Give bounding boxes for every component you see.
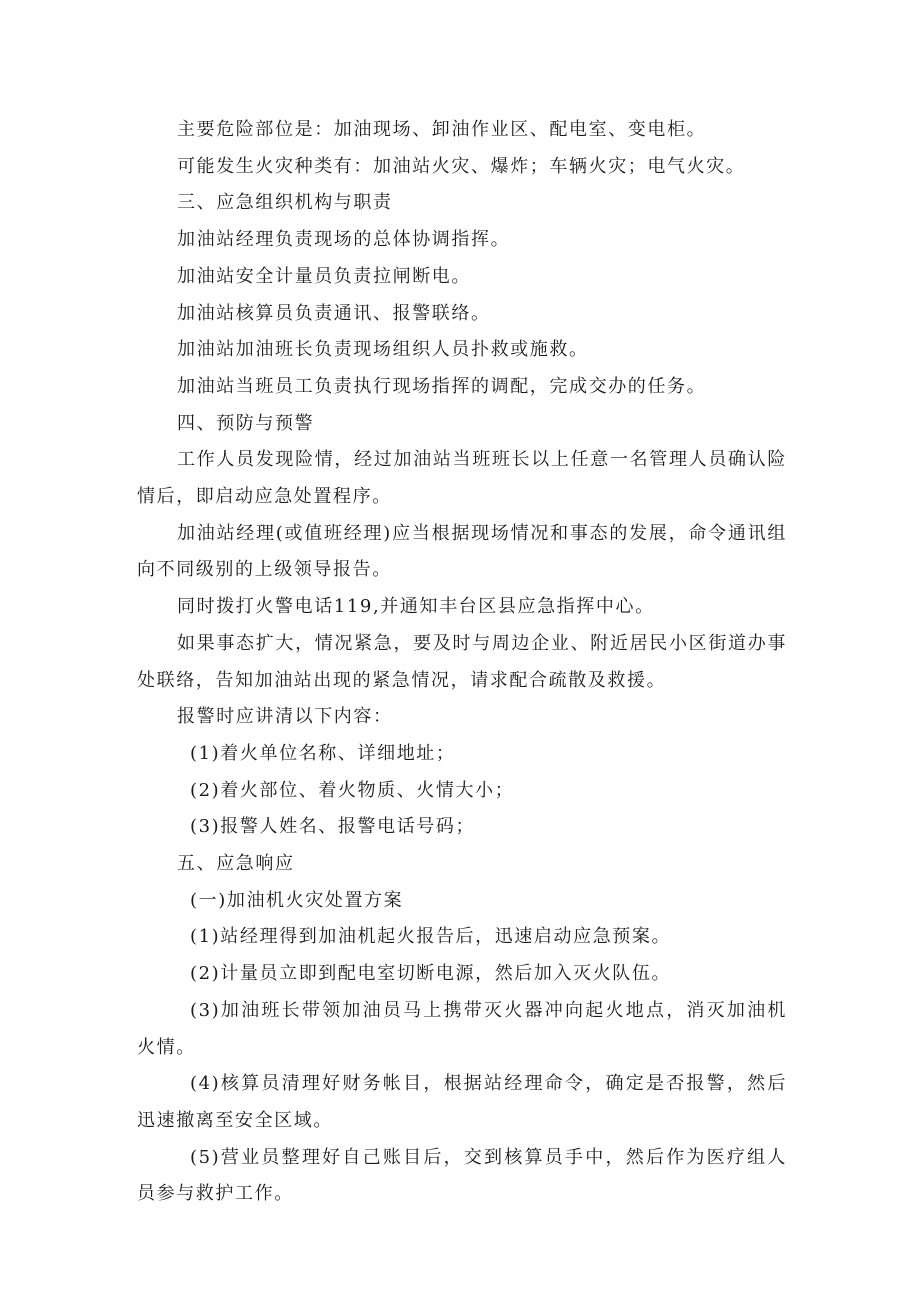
list-item-response-4: (4)核算员清理好财务帐目，根据站经理命令，确定是否报警，然后迅速撤离至安全区域。 [137, 1073, 787, 1131]
list-item-response-2: (2)计量员立即到配电室切断电源，然后加入灭火队伍。 [190, 963, 672, 985]
document-body [137, 112, 787, 1213]
list-item-response-5: (5)营业员整理好自己账目后，交到核算员手中，然后作为医疗组人员参与救护工作。 [137, 1146, 787, 1205]
list-item-alarm-1: (1)着火单位名称、详细地址； [190, 742, 456, 764]
paragraph-fire-types: 可能发生火灾种类有：加油站火灾、爆炸；车辆火灾；电气火灾。 [177, 155, 746, 177]
section-heading-response: 五、应急响应 [177, 853, 295, 875]
section-heading-organization: 三、应急组织机构与职责 [177, 192, 393, 214]
paragraph-hazard-discovery: 工作人员发现险情，经过加油站当班班长以上任意一名管理人员确认险情后，即启动应急处置程序。 [137, 449, 787, 508]
paragraph-alarm-content-intro: 报警时应讲清以下内容： [177, 706, 393, 728]
paragraph-accountant-duty: 加油站核算员负责通讯、报警联络。 [177, 302, 491, 324]
paragraph-shift-leader-duty: 加油站加油班长负责现场组织人员扑救或施救。 [177, 339, 589, 361]
section-heading-prevention: 四、预防与预警 [177, 412, 315, 434]
list-item-response-3: (3)加油班长带领加油员马上携带灭火器冲向起火地点，消灭加油机火情。 [137, 999, 787, 1058]
subsection-heading-dispenser-fire: (一)加油机火灾处置方案 [190, 889, 404, 911]
paragraph-manager-duty: 加油站经理负责现场的总体协调指挥。 [177, 229, 511, 251]
paragraph-staff-duty: 加油站当班员工负责执行现场指挥的调配，完成交办的任务。 [177, 375, 707, 397]
paragraph-escalation: 如果事态扩大，情况紧急，要及时与周边企业、附近居民小区街道办事处联络，告知加油站出现的紧急情况，请求配合疏散及救援。 [137, 632, 787, 691]
list-item-alarm-3: (3)报警人姓名、报警电话号码； [190, 816, 476, 838]
list-item-response-1: (1)站经理得到加油机起火报告后，迅速启动应急预案。 [190, 926, 672, 948]
paragraph-safety-officer-duty: 加油站安全计量员负责拉闸断电。 [177, 265, 471, 287]
list-item-alarm-2: (2)着火部位、着火物质、火情大小； [190, 779, 515, 801]
paragraph-danger-areas: 主要危险部位是：加油现场、卸油作业区、配电室、变电柜。 [177, 119, 707, 140]
paragraph-fire-call: 同时拨打火警电话119,并通知丰台区县应急指挥中心。 [177, 596, 655, 618]
paragraph-reporting-chain: 加油站经理(或值班经理)应当根据现场情况和事态的发展，命令通讯组向不同级别的上级领导报告。 [137, 522, 787, 581]
